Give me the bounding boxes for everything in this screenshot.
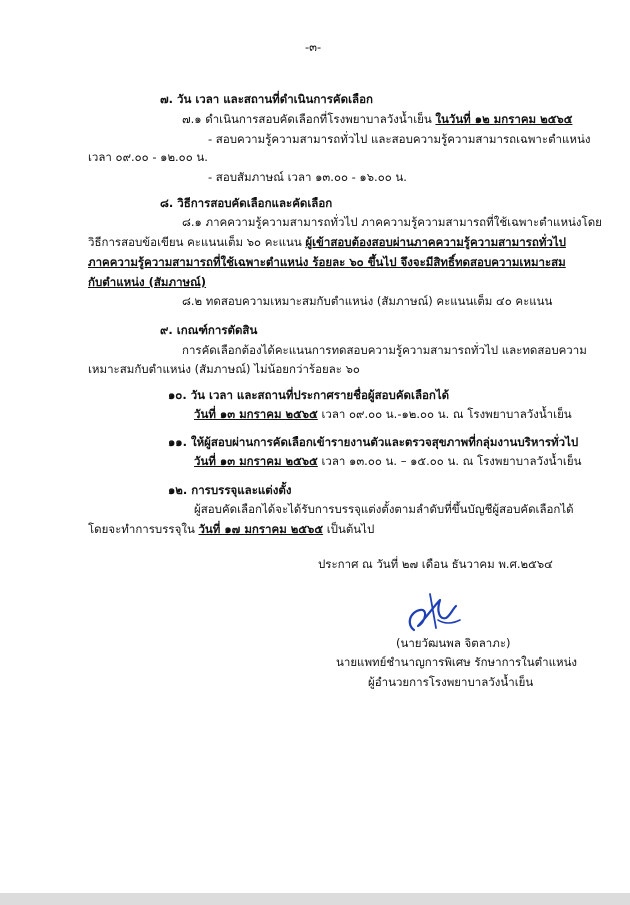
report-date: วันที่ ๑๓ มกราคม ๒๕๖๕ [194, 454, 318, 468]
page-number: -๓- [305, 40, 322, 54]
section-7-1-line [182, 112, 572, 126]
signer-name: (นายวัฒนพล จิตลาภะ) [396, 636, 511, 650]
section-12-line2 [88, 522, 374, 536]
section-9-line1: การคัดเลือกต้องได้คะแนนการทดสอบความรู้ความสามารถทั่วไป และทดสอบความ [182, 343, 587, 357]
section-7-heading: ๗. วัน เวลา และสถานที่ดำเนินการคัดเลือก [160, 92, 373, 106]
page-bottom-edge [0, 893, 630, 905]
section-11-detail [194, 454, 581, 468]
section-8-heading: ๘. วิธีการสอบคัดเลือกและคัดเลือก [160, 196, 333, 210]
section-7-1-text: ๗.๑ ดำเนินการสอบคัดเลือกที่โรงพยาบาลวังน้ำเย็น [182, 112, 432, 126]
section-9-line2: เหมาะสมกับตำแหน่ง (สัมภาษณ์) ไม่น้อยกว่าร้อยละ ๖๐ [88, 362, 360, 376]
section-10-detail [194, 407, 572, 421]
section-7-interview: - สอบสัมภาษณ์ เวลา ๑๓.๐๐ - ๑๖.๐๐ น. [208, 170, 407, 184]
section-12-line1: ผู้สอบคัดเลือกได้จะได้รับการบรรจุแต่งตั้งตามลำดับที่ขึ้นบัญชีผู้สอบคัดเลือกได้ [194, 502, 574, 516]
section-9-heading: ๙. เกณฑ์การตัดสิน [160, 323, 258, 337]
signer-position-1: นายแพทย์ชำนาญการพิเศษ รักษาการในตำแหน่ง [336, 655, 578, 669]
section-8-1-pass-condition: ผู้เข้าสอบต้องสอบผ่านภาคความรู้ความสามารถทั่วไป [305, 235, 566, 249]
section-8-1-line4: กับตำแหน่ง (สัมภาษณ์) [88, 275, 207, 289]
announce-date: ประกาศ ณ วันที่ ๒๗ เดือน ธันวาคม พ.ศ.๒๕๖๔ [318, 557, 553, 571]
section-12-placement: โดยจะทำการบรรจุใน [88, 522, 195, 536]
section-8-2-line: ๘.๒ ทดสอบความเหมาะสมกับตำแหน่ง (สัมภาษณ์) คะแนนเต็ม ๔๐ คะแนน [182, 294, 553, 308]
exam-date: ในวันที่ ๑๒ มกราคม ๒๕๖๕ [435, 112, 573, 126]
announcement-date: วันที่ ๑๓ มกราคม ๒๕๖๕ [194, 407, 318, 421]
report-time-place: เวลา ๑๓.๐๐ น. – ๑๕.๐๐ น. ณ โรงพยาบาลวังน้ำเย็น [321, 454, 582, 468]
section-7-general-exam: - สอบความรู้ความสามารถทั่วไป และสอบความรู้ความสามารถเฉพาะตำแหน่ง [208, 132, 591, 146]
section-8-1-line3: ภาคความรู้ความสามารถที่ใช้เฉพาะตำแหน่ง ร้อยละ ๖๐ ขึ้นไป จึงจะมีสิทธิ์ทดสอบความเหมาะสม [88, 255, 566, 269]
section-8-1-written: วิธีการสอบข้อเขียน คะแนนเต็ม ๖๐ คะแนน [88, 235, 302, 249]
signer-position-2: ผู้อำนวยการโรงพยาบาลวังน้ำเย็น [368, 675, 534, 689]
section-8-1-line2 [88, 235, 566, 249]
section-8-1-line1: ๘.๑ ภาคความรู้ความสามารถทั่วไป ภาคความรู้ความสามารถที่ใช้เฉพาะตำแหน่งโดย [182, 215, 602, 229]
announcement-time-place: เวลา ๐๙.๐๐ น.-๑๒.๐๐ น. ณ โรงพยาบาลวังน้ำเย็น [321, 407, 572, 421]
section-11-heading: ๑๑. ให้ผู้สอบผ่านการคัดเลือกเข้ารายงานตัวและตรวจสุขภาพที่กลุ่มงานบริหารทั่วไป [168, 435, 579, 449]
section-7-exam-time: เวลา ๐๙.๐๐ - ๑๒.๐๐ น. [88, 150, 208, 164]
placement-date: วันที่ ๑๗ มกราคม ๒๕๖๕ [198, 522, 324, 536]
signature-icon [396, 590, 466, 638]
section-12-onward: เป็นต้นไป [326, 522, 375, 536]
section-10-heading: ๑๐. วัน เวลา และสถานที่ประกาศรายชื่อผู้สอบคัดเลือกได้ [168, 388, 450, 402]
section-12-heading: ๑๒. การบรรจุและแต่งตั้ง [168, 483, 292, 497]
